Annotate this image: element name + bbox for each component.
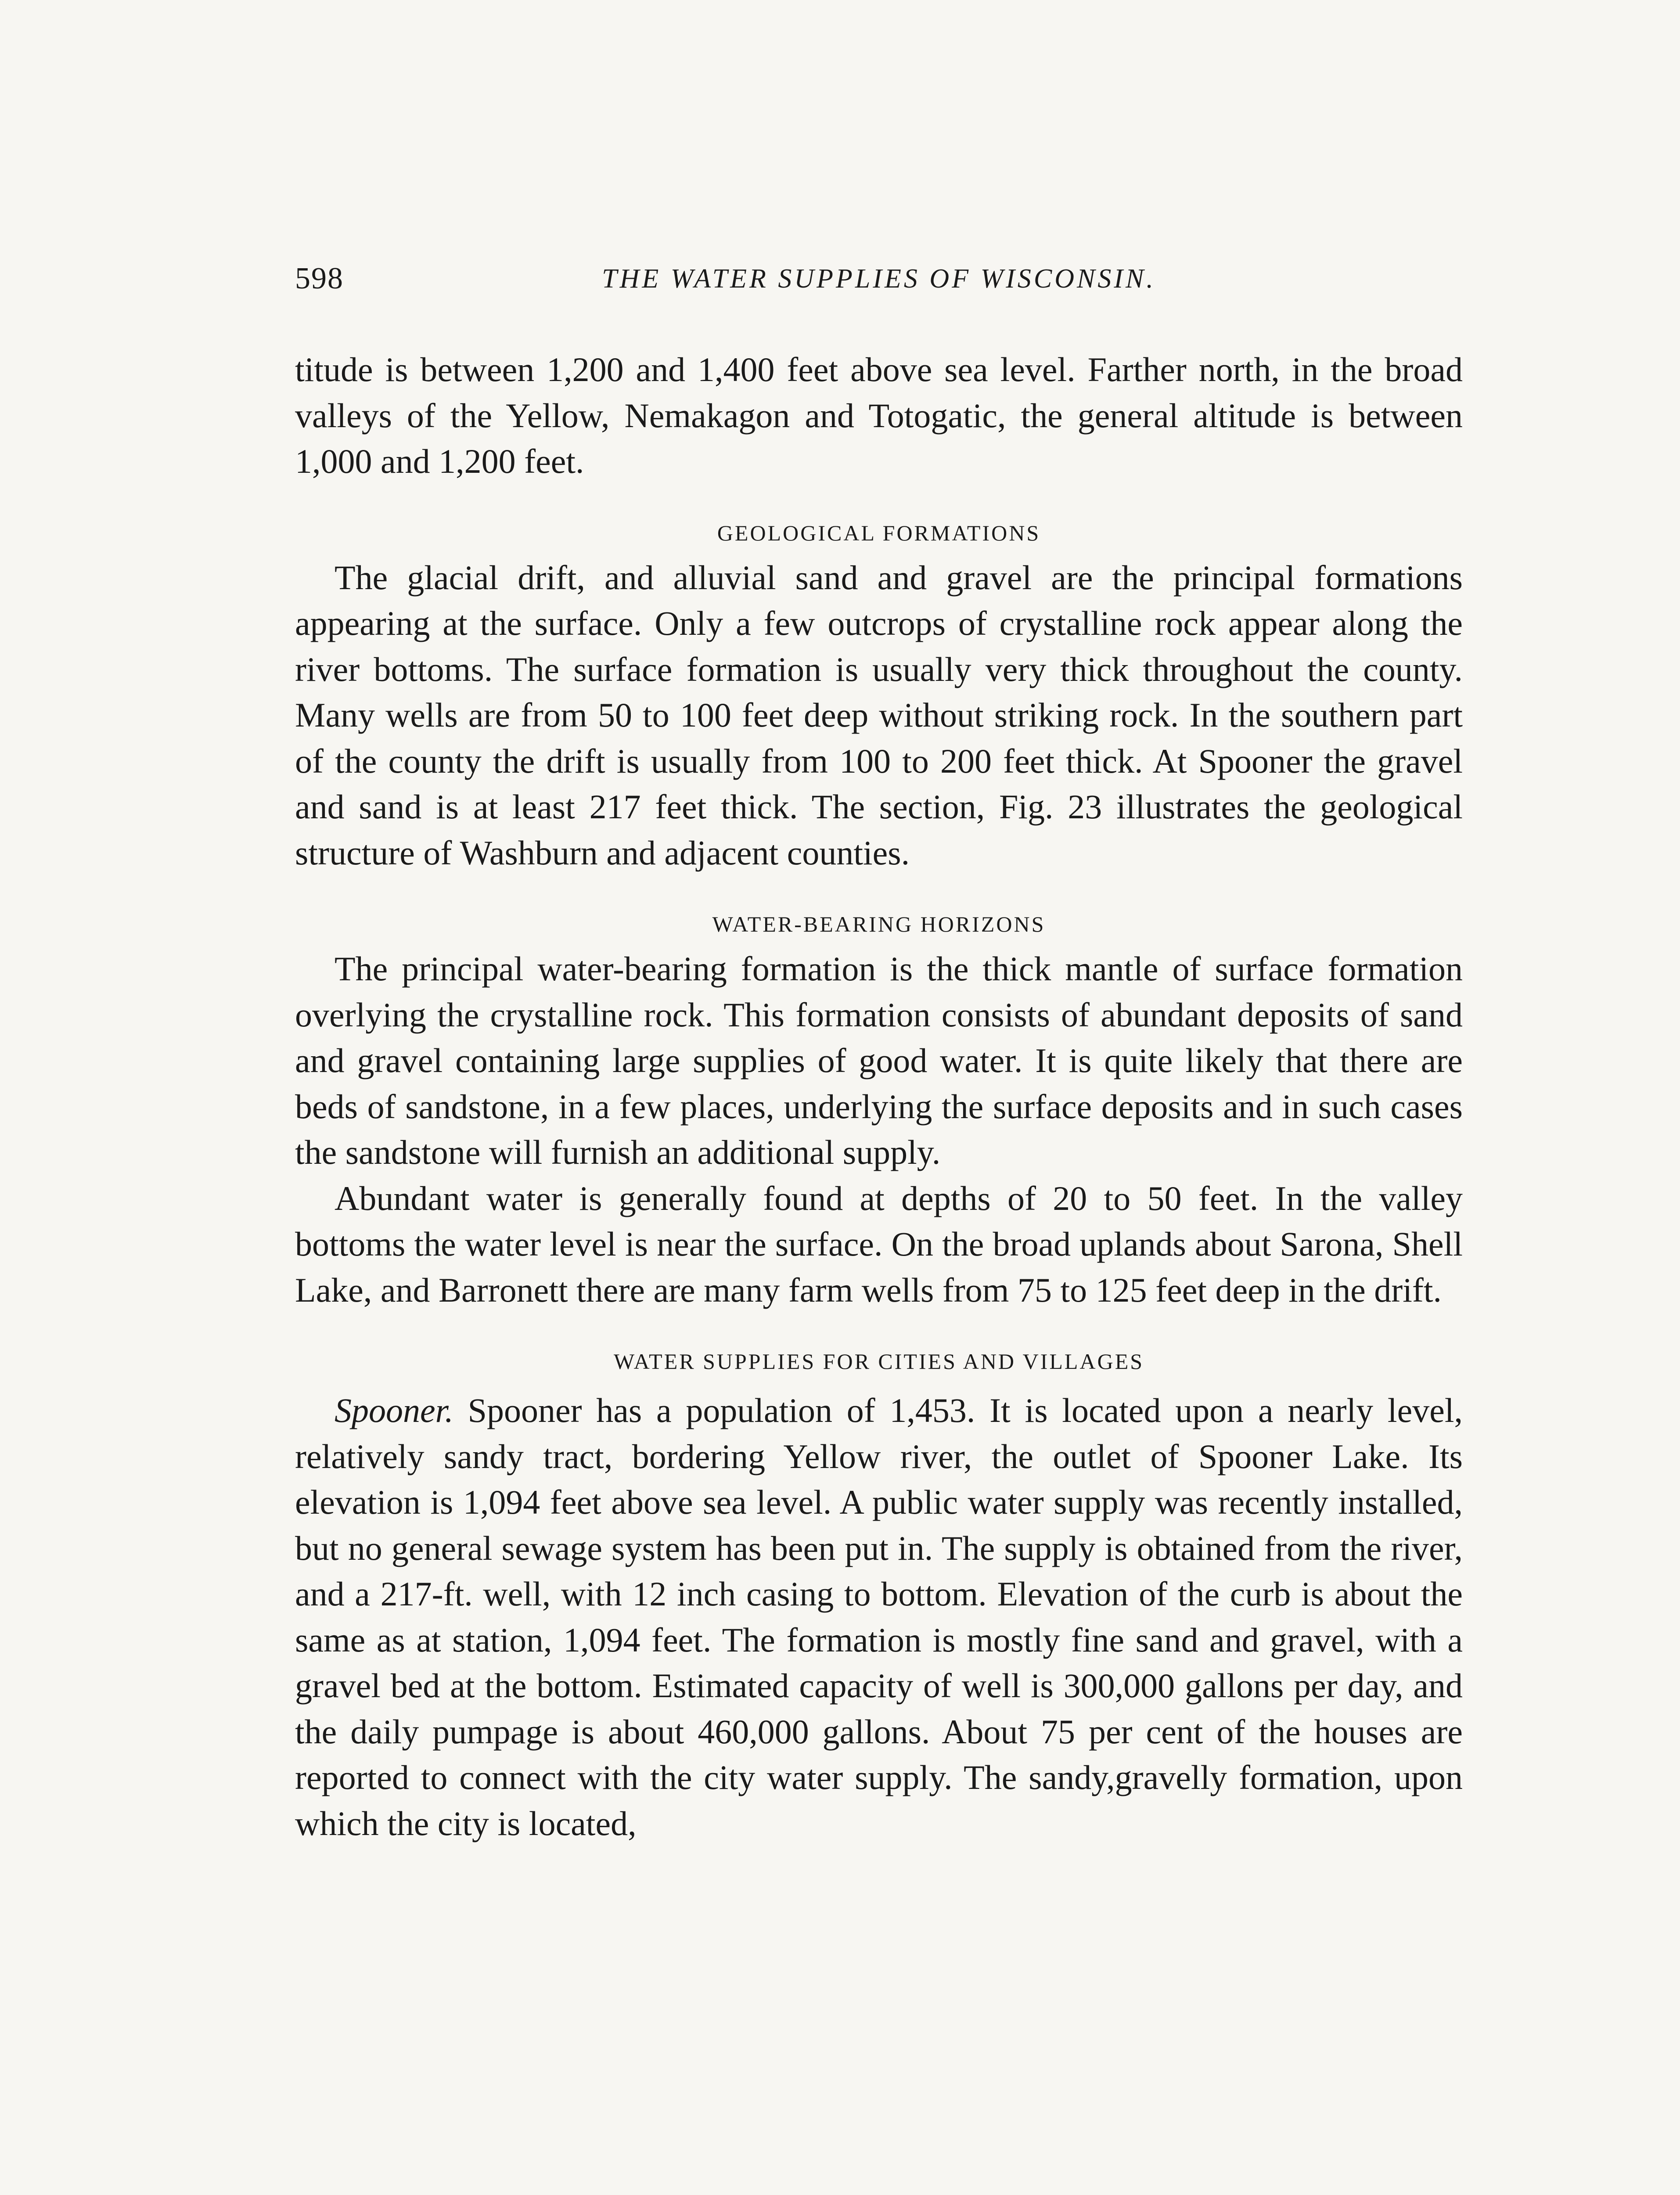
spacer — [295, 1313, 1463, 1339]
water-bearing-paragraph-2: Abundant water is generally found at depths of 20 to 50 feet. In the valley bottoms the water level is near the surface. On the broad uplands about Sarona, Shell Lake, and Barronett there are many farm wells from 75 to 125 feet deep in the drift. — [295, 1179, 1463, 1309]
spacer — [295, 485, 1463, 511]
running-title: THE WATER SUPPLIES OF WISCONSIN. — [602, 264, 1156, 294]
spooner-text: Spooner has a population of 1,453. It is located upon a nearly level, relatively sandy tract, bordering Yellow river, the outlet of Spooner Lake. Its elevation is 1,094 feet above sea level. A public water supply was recently installed, but no general sewage system has been put in. The supply is obtained from the river, and a 217-ft. well, with 12 inch casing to bottom. Elevation of the curb is about the same as at station, 1,094 feet. The formation is mostly fine sand and gravel, with a gravel bed at the bottom. Estimated capacity of well is 300,000 gallons per day, and the daily pumpage is about 460,000 gallons. About 75 per cent of the houses are reported to connect with the city water supply. The sandy,gravelly formation, upon which the city is located, — [295, 1391, 1463, 1842]
page-header — [295, 259, 1463, 299]
section-heading-geological-formations: GEOLOGICAL FORMATIONS — [717, 520, 1041, 545]
water-bearing-paragraph-1: The principal water-bearing formation is the thick mantle of surface formation overlying the crystalline rock. This formation consists of abundant deposits of sand and gravel containing large supplies of good water. It is quite likely that there are beds of sandstone, in a few places, underlying the surface deposits and in such cases the sandstone will furnish an additional supply. — [295, 950, 1463, 1171]
section-heading-water-supplies-cities-villages: WATER SUPPLIES FOR CITIES AND VILLAGES — [613, 1349, 1144, 1374]
section-heading-water-bearing-horizons: WATER-BEARING HORIZONS — [712, 912, 1046, 936]
intro-paragraph: titude is between 1,200 and 1,400 feet above sea level. Farther north, in the broad valleys of the Yellow, Nemakagon and Totogatic, the general altitude is between 1,000 and 1,200 feet. — [295, 350, 1463, 480]
spooner-lead-in: Spooner. — [335, 1391, 453, 1429]
page-number: 598 — [295, 262, 344, 295]
body-text — [295, 347, 1463, 1846]
spacer — [295, 876, 1463, 902]
geological-paragraph: The glacial drift, and alluvial sand and gravel are the principal formations appearing at the surface. Only a few outcrops of crystalline rock appear along the river bottoms. The surface formation is usually very thick throughout the county. Many wells are from 50 to 100 feet deep without striking rock. In the southern part of the county the drift is usually from 100 to 200 feet thick. At Spooner the gravel and sand is at least 217 feet thick. The section, Fig. 23 illustrates the geological structure of Washburn and adjacent counties. — [295, 558, 1463, 872]
spooner-paragraph — [295, 1388, 1463, 1846]
